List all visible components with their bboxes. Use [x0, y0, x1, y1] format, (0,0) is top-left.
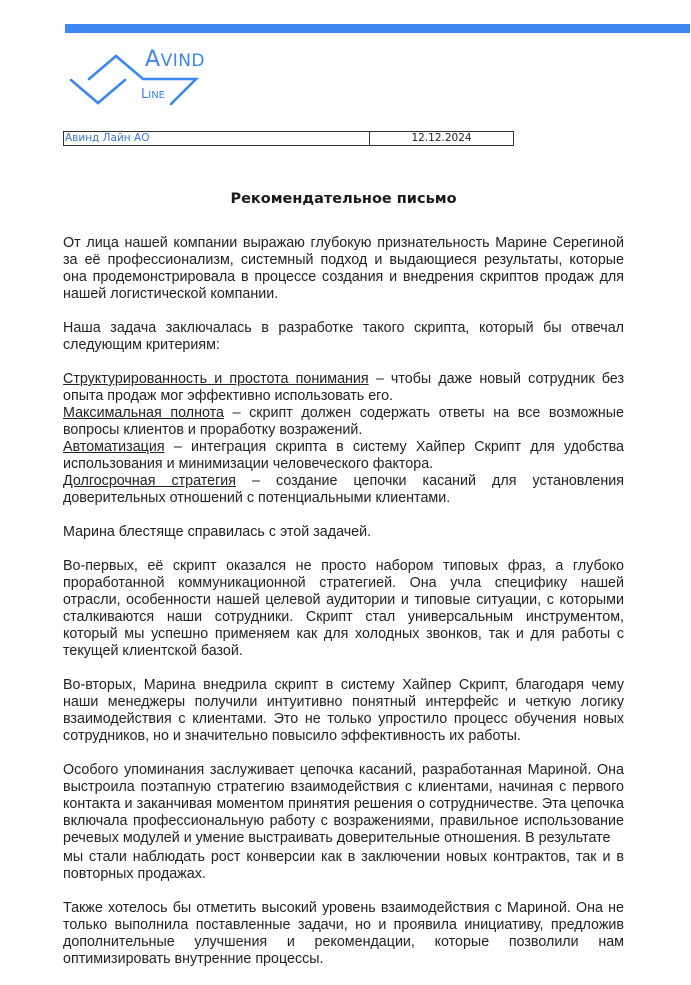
paragraph-task: Наша задача заключалась в разработке такого скрипта, который бы отвечал следующим критериям:	[63, 320, 624, 353]
paragraph-second: Во-вторых, Марина внедрила скрипт в систему Хайпер Скрипт, благодаря чему наши менеджеры получили интуитивно понятный интерфейс и четкую логику взаимодействия с клиентами. Это не только упростило процесс обучения новых сотрудников, но и значительно повысило эффективность их работы.	[63, 677, 624, 744]
criteria-text: – создание цепочки касаний для установления доверительных отношений с потенциальными клиентами.	[63, 473, 624, 506]
criteria-item	[63, 371, 624, 405]
header-accent-bar	[65, 24, 690, 33]
criteria-term: Максимальная полнота	[63, 405, 224, 421]
criteria-text: – интеграция скрипта в систему Хайпер Скрипт для удобства использования и минимизации человеческого фактора.	[63, 439, 624, 472]
company-name: Авинд Лайн АО	[64, 132, 370, 145]
criteria-term: Долгосрочная стратегия	[63, 473, 237, 489]
paragraph-intro: От лица нашей компании выражаю глубокую признательность Марине Серегиной за её профессионализм, системный подход и выдающиеся результаты, которые она продемонстрировала в процессе создания и внедрения скриптов продаж для нашей логистической компании.	[63, 235, 624, 302]
company-logo	[62, 44, 222, 112]
criteria-item	[63, 405, 624, 439]
letter-date: 12.12.2024	[411, 132, 472, 144]
criteria-text: – скрипт должен содержать ответы на все возможные вопросы клиентов и проработку возражений.	[63, 405, 625, 438]
logo-word-line: LINE	[141, 87, 165, 102]
paragraph-success: Марина блестяще справилась с этой задачей.	[63, 524, 372, 540]
logo-word-avind: AVIND	[145, 47, 206, 72]
paragraph-interaction: Также хотелось бы отметить высокий уровень взаимодействия с Мариной. Она не только выполнила поставленные задачи, но и проявила инициативу, предложив дополнительные улучшения и рекомендации, которые позволили нам оптимизировать внутренние процессы.	[63, 900, 624, 967]
criteria-text: – чтобы даже новый сотрудник без опыта продаж мог эффективно использовать его.	[63, 371, 624, 404]
criteria-term: Структурированность и простота понимания	[63, 371, 369, 387]
criteria-list	[63, 371, 624, 507]
criteria-item	[63, 473, 624, 507]
letter-body	[63, 235, 624, 985]
criteria-item	[63, 439, 624, 473]
document-title: Рекомендательное письмо	[230, 191, 457, 207]
criteria-term: Автоматизация	[63, 439, 165, 455]
paragraph-chain-continued: мы стали наблюдать рост конверсии как в заключении новых контрактов, так и в повторных продажах.	[63, 849, 624, 882]
header-info-table	[63, 131, 514, 146]
paragraph-chain: Особого упоминания заслуживает цепочка касаний, разработанная Мариной. Она выстроила поэтапную стратегию взаимодействия с клиентами, начиная с первого контакта и заканчивая моментом принятия решения о сотрудничестве. Эта цепочка включала профессиональную работу с возражениями, правильное использование речевых модулей и умение выстраивать доверительные отношения. В результате	[63, 762, 624, 846]
paragraph-first: Во-первых, её скрипт оказался не просто набором типовых фраз, а глубоко проработанной коммуникационной стратегией. Она учла специфику нашей отрасли, особенности нашей целевой аудитории и типовые ситуации, с которыми сталкиваются наши сотрудники. Скрипт стал универсальным инструментом, который мы успешно применяем как для холодных звонков, так и для работы с текущей клиентской базой.	[63, 558, 624, 659]
